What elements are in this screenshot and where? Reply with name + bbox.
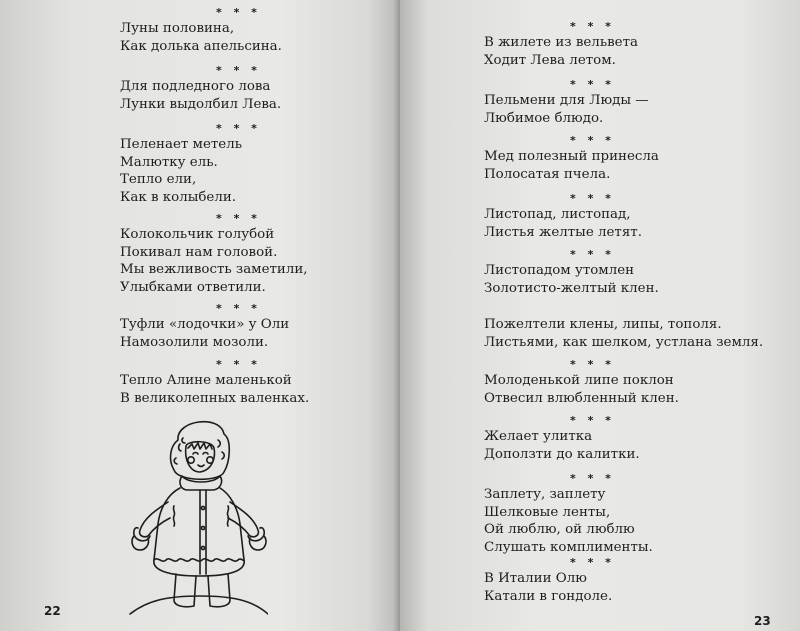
poem-line: Листьями, как шелком, устлана земля. [484, 334, 764, 350]
poem-line: Намозолили мозоли. [120, 334, 269, 350]
poem-line: Как долька апельсина. [120, 38, 282, 54]
child-in-winter-coat-icon [128, 410, 268, 619]
poem-line: Любимое блюдо. [484, 110, 604, 126]
poem-line: Полосатая пчела. [484, 166, 611, 182]
poem-line: Отвесил влюбленный клен. [484, 390, 679, 406]
poem-3 [120, 122, 261, 206]
poem-line: Улыбками ответили. [120, 279, 266, 295]
poem-2 [120, 64, 281, 113]
poem-line: Доползти до калитки. [484, 446, 640, 462]
stars-divider: * * * [216, 64, 261, 77]
poem-line: Малютку ель. [120, 154, 218, 170]
poem-16 [484, 556, 615, 605]
stars-divider: * * * [570, 20, 615, 33]
poem-line: В великолепных валенках. [120, 390, 310, 406]
poem-line: Золотисто-желтый клен. [484, 280, 659, 296]
poem-line: Катали в гондоле. [484, 588, 613, 604]
poem-line: Мед полезный принесла [484, 149, 659, 164]
stars-divider: * * * [570, 134, 615, 147]
poem-line: Как в колыбели. [120, 189, 237, 205]
stars-divider: * * * [570, 78, 615, 91]
poem-line: В жилете из вельвета [484, 35, 638, 50]
poem-line: Тепло Алине маленькой [120, 373, 292, 388]
poem-line: Тепло ели, [120, 172, 197, 187]
poem-line: Туфли «лодочки» у Оли [120, 317, 290, 332]
stars-divider: * * * [216, 302, 261, 315]
poem-15 [484, 472, 653, 556]
poem-line: Для подледного лова [120, 79, 271, 94]
stars-divider: * * * [570, 414, 615, 427]
stars-divider: * * * [216, 358, 261, 371]
stars-divider: * * * [570, 556, 615, 569]
poem-line: Луны половина, [120, 21, 235, 36]
poem-7 [484, 20, 638, 69]
poem-line: В Италии Олю [484, 571, 587, 586]
poem-8 [484, 78, 649, 127]
stars-divider: * * * [216, 6, 261, 19]
stars-divider: * * * [216, 122, 261, 135]
poem-line: Пеленает метель [120, 137, 242, 152]
poem-line: Ходит Лева летом. [484, 52, 616, 68]
poem-13 [484, 358, 679, 407]
stars-divider: * * * [216, 212, 261, 225]
stars-divider: * * * [570, 192, 615, 205]
poem-10 [484, 192, 642, 241]
poem-1 [120, 6, 282, 55]
poem-line: Листопадом утомлен [484, 263, 635, 278]
poem-line: Мы вежливость заметили, [120, 262, 308, 277]
poem-line: Пожелтели клены, липы, тополя. [484, 317, 722, 332]
poem-6 [120, 358, 309, 407]
poem-line: Молоденькой липе поклон [484, 373, 674, 388]
poem-12 [484, 316, 763, 351]
poem-11 [484, 248, 659, 297]
poem-line: Ой люблю, ой люблю [484, 522, 635, 537]
poem-5 [120, 302, 289, 351]
poem-4 [120, 212, 308, 296]
stars-divider: * * * [570, 248, 615, 261]
stars-divider: * * * [570, 472, 615, 485]
poem-line: Листопад, листопад, [484, 207, 631, 222]
poem-line: Листья желтые летят. [484, 224, 642, 240]
poem-line: Колокольчик голубой [120, 227, 275, 242]
poem-line: Шелковые ленты, [484, 504, 611, 520]
poem-line: Желает улитка [484, 429, 593, 444]
poem-line: Лунки выдолбил Лева. [120, 96, 282, 112]
page-number-left: 22 [44, 604, 61, 618]
poem-line: Пельмени для Люды — [484, 93, 649, 108]
page-number-right: 23 [754, 614, 771, 628]
poem-9 [484, 134, 659, 183]
stars-divider: * * * [570, 358, 615, 371]
poem-line: Покивал нам головой. [120, 244, 278, 260]
poem-14 [484, 414, 640, 463]
poem-line: Слушать комплименты. [484, 539, 653, 555]
poem-line: Заплету, заплету [484, 487, 606, 502]
right-page [400, 0, 800, 631]
